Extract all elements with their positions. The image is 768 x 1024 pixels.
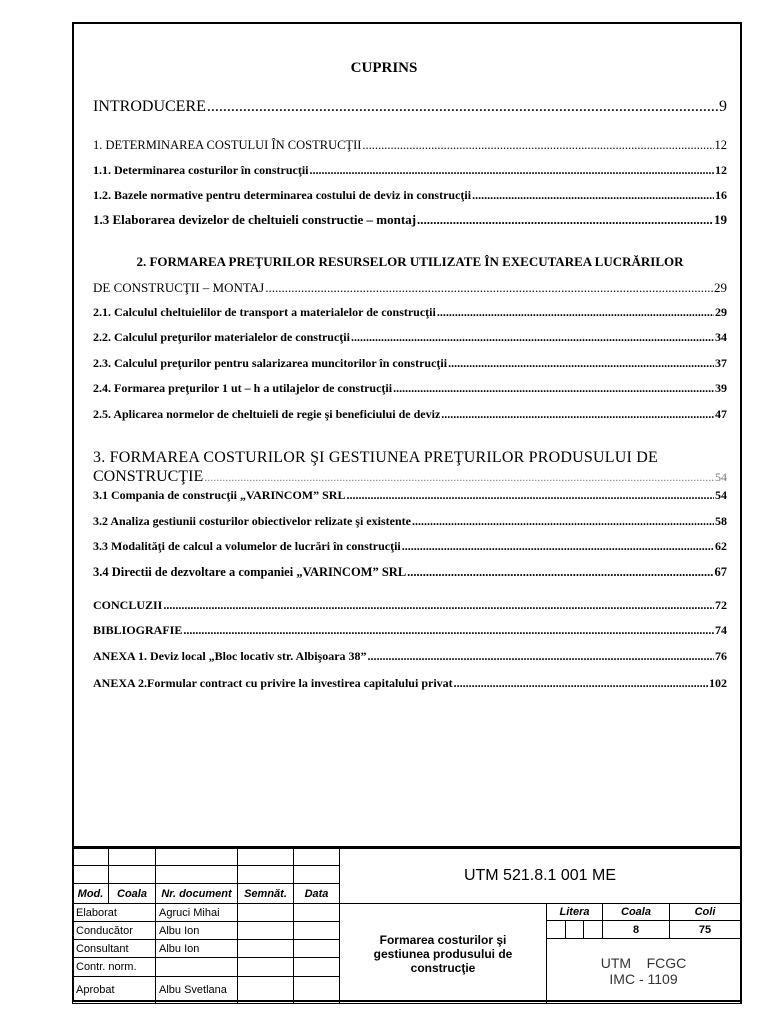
toc-entry-introducere: INTRODUCERE ..... 9 — [93, 98, 727, 116]
date-cell — [293, 921, 340, 940]
role-aprobat: Aprobat — [72, 976, 156, 1004]
header-data: Data — [293, 883, 340, 904]
header-coala: Coala — [108, 883, 156, 904]
sign-cell — [237, 939, 294, 958]
organization-line-1: UTM FCGC — [600, 955, 687, 971]
title-block — [72, 846, 742, 1002]
revision-cell — [72, 865, 109, 884]
sign-cell — [237, 976, 294, 1004]
header-mod: Mod. — [72, 883, 109, 904]
organization-block — [546, 938, 742, 1004]
document-title: Formarea costurilor şi gestiunea produsului de construcţie — [339, 903, 547, 1004]
revision-cell — [108, 865, 156, 884]
toc-entry-1-1: 1.1. Determinarea costurilor în construcţii ..... 12 — [93, 163, 727, 178]
toc-entry-3-3: 3.3 Modalităţi de calcul a volumelor de lucrări în construcţii ..... 62 — [93, 539, 727, 554]
date-cell — [293, 957, 340, 977]
toc-entry-2-2: 2.2. Calculul preţurilor materialelor de construcţii ..... 34 — [93, 330, 727, 345]
sign-cell — [237, 903, 294, 922]
toc-entry-2: DE CONSTRUCŢII – MONTAJ ..... 29 — [93, 280, 727, 296]
revision-cell — [237, 865, 294, 884]
date-cell — [293, 903, 340, 922]
litera-label: Litera — [546, 903, 603, 921]
name-contr-norm — [155, 957, 238, 977]
toc-entry-2-4: 2.4. Formarea preţurilor 1 ut – h a utilajelor de construcţii ..... 39 — [93, 381, 727, 396]
role-contr-norm: Contr. norm. — [72, 957, 156, 977]
name-aprobat: Albu Svetlana — [155, 976, 238, 1004]
sign-cell — [237, 957, 294, 977]
header-nr-document: Nr. document — [155, 883, 238, 904]
coala-label: Coala — [602, 903, 670, 921]
toc-heading-3: 3. FORMAREA COSTURILOR ŞI GESTIUNEA PREŢURILOR PRODUSULUI DE — [93, 449, 658, 466]
toc-entry-1-3: 1.3 Elaborarea devizelor de cheltuieli constructie – montaj ..... 19 — [93, 212, 727, 228]
toc-entry-3-4: 3.4 Directii de dezvoltare a companiei „VARINCOM” SRL ..... 67 — [93, 565, 727, 580]
toc-entry-anexa-1: ANEXA 1. Deviz local „Bloc locativ str. Albişoara 38” ..... 76 — [93, 649, 727, 664]
litera-cell — [583, 920, 603, 939]
toc-entry-2-1: 2.1. Calculul cheltuielilor de transport a materialelor de construcţii ..... 29 — [93, 305, 727, 320]
role-consultant: Consultant — [72, 939, 156, 958]
toc-entry-2-3: 2.3. Calculul preţurilor pentru salarizarea muncitorilor în construcţii ..... 37 — [93, 356, 727, 371]
toc-entry-bibliografie: BIBLIOGRAFIE ..... 74 — [93, 623, 727, 638]
toc-entry-1: 1. DETERMINAREA COSTULUI ÎN COSTRUCŢII ..... 12 — [93, 138, 727, 153]
coala-value: 8 — [602, 920, 670, 939]
toc-entry-3-1: 3.1 Compania de construcţii „VARINCOM” SRL ..... 54 — [93, 488, 727, 503]
toc-heading-2: 2. FORMAREA PREŢURILOR RESURSELOR UTILIZATE ÎN EXECUTAREA LUCRĂRILOR — [136, 254, 684, 269]
toc-entry-concluzii: CONCLUZII ..... 72 — [93, 598, 727, 613]
toc-entry-1-2: 1.2. Bazele normative pentru determinarea costului de deviz in construcţii ..... 16 — [93, 188, 727, 203]
revision-cell — [293, 865, 340, 884]
name-elaborat: Agruci Mihai — [155, 903, 238, 922]
litera-cell — [546, 920, 566, 939]
name-conducator: Albu Ion — [155, 921, 238, 940]
revision-cell — [293, 848, 340, 866]
revision-cell — [155, 848, 238, 866]
toc-entry-3-2: 3.2 Analiza gestiunii costurilor obiectivelor relizate şi existente ..... 58 — [93, 514, 727, 529]
toc-entry-3: CONSTRUCŢIE ..... 54 — [93, 468, 727, 486]
role-elaborat: Elaborat — [72, 903, 156, 922]
revision-cell — [108, 848, 156, 866]
document-code: UTM 521.8.1 001 ME — [339, 848, 742, 904]
date-cell — [293, 939, 340, 958]
sign-cell — [237, 921, 294, 940]
toc-entry-anexa-2: ANEXA 2. Formular contract cu privire la investirea capitalului privat ..... 102 — [93, 676, 727, 691]
header-semnat: Semnăt. — [237, 883, 294, 904]
coli-label: Coli — [669, 903, 742, 921]
organization-line-2: IMC - 1109 — [609, 971, 678, 987]
toc-entry-2-5: 2.5. Aplicarea normelor de cheltuieli de regie şi beneficiului de deviz ..... 47 — [93, 407, 727, 422]
toc-title: CUPRINS — [350, 60, 418, 76]
coli-value: 75 — [669, 920, 742, 939]
name-consultant: Albu Ion — [155, 939, 238, 958]
date-cell — [293, 976, 340, 1004]
revision-cell — [155, 865, 238, 884]
revision-cell — [237, 848, 294, 866]
role-conducator: Conducător — [72, 921, 156, 940]
revision-cell — [72, 848, 109, 866]
litera-cell — [565, 920, 584, 939]
